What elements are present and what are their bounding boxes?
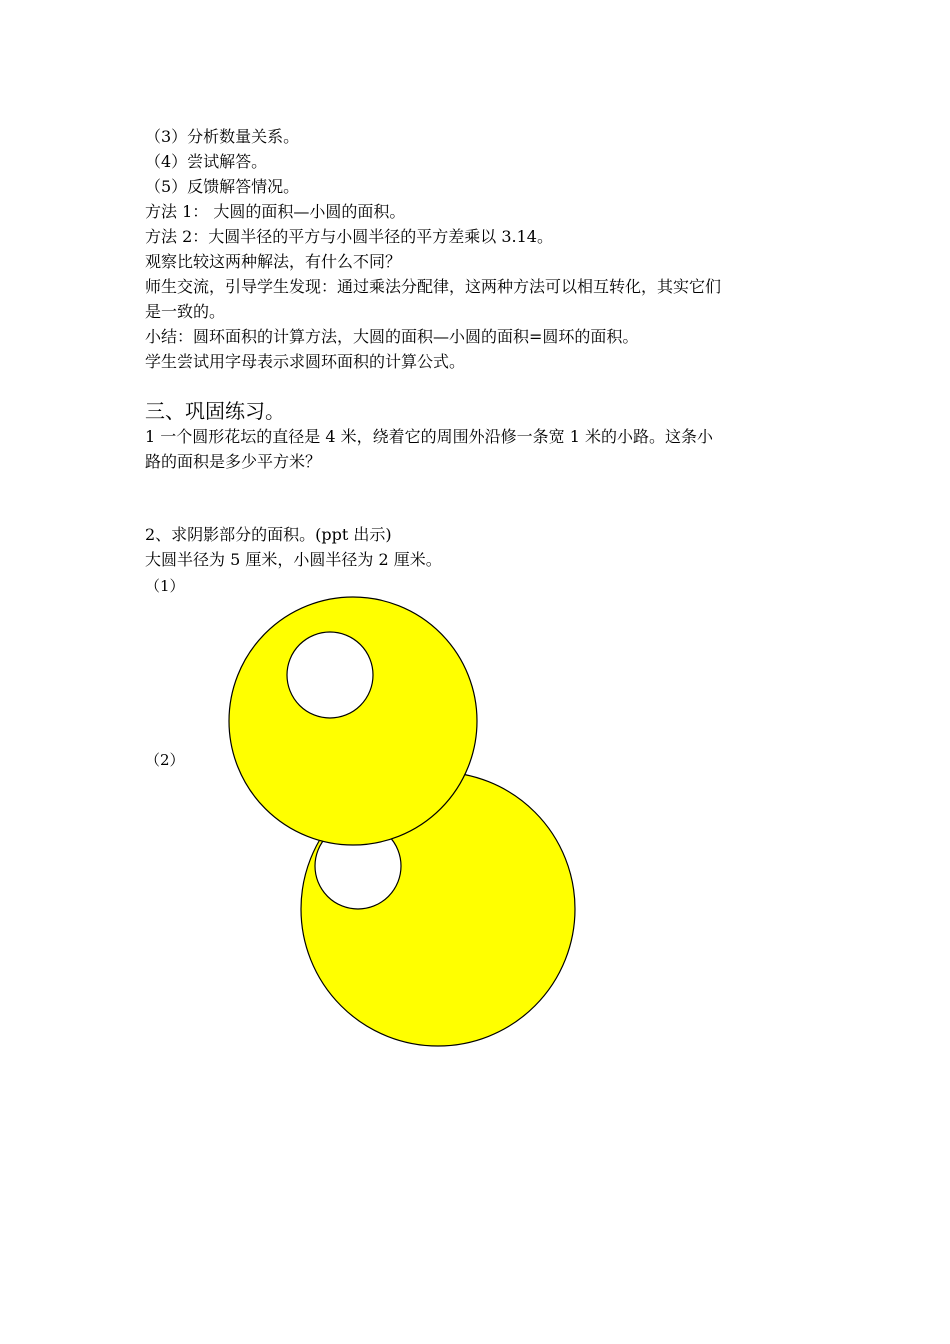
exercise-2-given: 大圆半径为 5 厘米，小圆半径为 2 厘米。 xyxy=(145,550,442,569)
discussion-line-2: 是一致的。 xyxy=(145,302,226,321)
summary-line: 小结：圆环面积的计算方法，大圆的面积—小圆的面积=圆环的面积。 xyxy=(145,327,639,346)
exercise-1-line-2: 路的面积是多少平方米？ xyxy=(145,452,322,471)
method-1-line: 方法 1： 大圆的面积—小圆的面积。 xyxy=(145,202,406,221)
compare-question-line: 观察比较这两种解法，有什么不同？ xyxy=(145,252,402,271)
figure-1-large-circle xyxy=(229,597,477,845)
discussion-line-1: 师生交流，引导学生发现：通过乘法分配律，这两种方法可以相互转化，其实它们 xyxy=(145,277,722,296)
step-3-line: （3）分析数量关系。 xyxy=(145,127,300,146)
formula-task-line: 学生尝试用字母表示求圆环面积的计算公式。 xyxy=(145,352,466,371)
figure-2-label: （2） xyxy=(145,751,185,769)
figure-1-small-circle xyxy=(287,632,373,718)
exercise-1-line-1: 1 一个圆形花坛的直径是 4 米，绕着它的周围外沿修一条宽 1 米的小路。这条小 xyxy=(145,427,713,446)
step-4-line: （4）尝试解答。 xyxy=(145,152,268,171)
figure-1-label: （1） xyxy=(145,577,185,595)
figure-1 xyxy=(229,597,477,845)
step-5-line: （5）反馈解答情况。 xyxy=(145,177,300,196)
section-heading: 三、巩固练习。 xyxy=(145,399,285,423)
exercise-2-title: 2、求阴影部分的面积。(ppt 出示) xyxy=(145,525,392,544)
method-2-line: 方法 2：大圆半径的平方与小圆半径的平方差乘以 3.14。 xyxy=(145,227,553,246)
